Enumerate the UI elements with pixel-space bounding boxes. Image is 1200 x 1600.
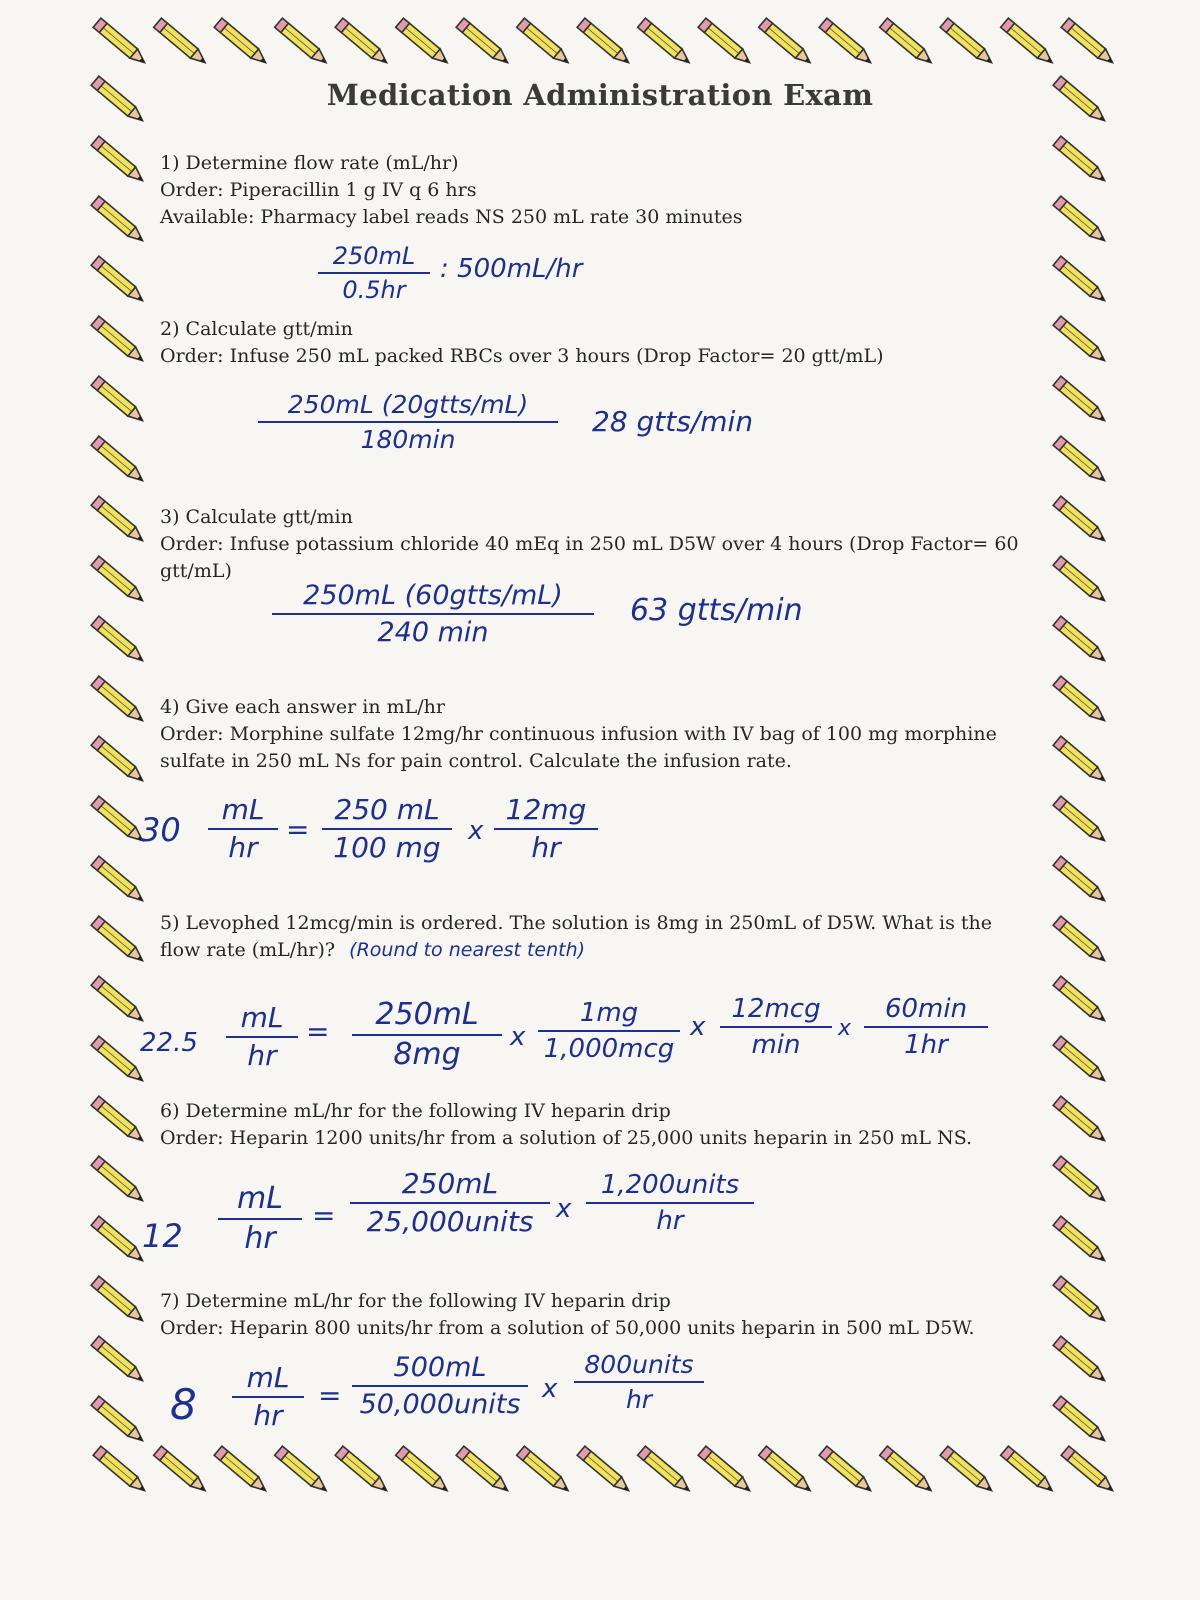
q7-times: x xyxy=(542,1374,558,1404)
fraction-denominator: hr xyxy=(244,1221,276,1256)
pencil-icon xyxy=(1053,256,1108,305)
question-7-line-2: Order: Heparin 800 units/hr from a solution of 50,000 units heparin in 500 mL D5W. xyxy=(160,1317,975,1339)
pencil-icon xyxy=(1053,376,1108,425)
q7-equals: = xyxy=(318,1379,342,1412)
q3-numerator: 250mL (60gtts/mL) xyxy=(303,580,563,611)
pencil-icon xyxy=(1053,916,1108,965)
fraction-denominator: hr xyxy=(253,1399,283,1432)
q5-fraction-5 xyxy=(864,996,988,1058)
pencil-icon xyxy=(1053,856,1108,905)
question-5-line-2 xyxy=(160,937,1040,964)
fraction-numerator: 12mg xyxy=(505,793,587,826)
fraction-numerator: 250 mL xyxy=(334,793,440,826)
question-4-line-3: sulfate in 250 mL Ns for pain control. Calculate the infusion rate. xyxy=(160,750,792,772)
fraction-bar xyxy=(218,1218,302,1220)
q2-answer: 28 gtts/min xyxy=(592,405,754,438)
q6-answer: 12 xyxy=(142,1217,183,1255)
pencil-icon xyxy=(396,1446,451,1495)
question-1-line-1: 1) Determine flow rate (mL/hr) xyxy=(160,152,459,174)
fraction-numerator: 250mL xyxy=(401,1167,499,1200)
question-6-line-1: 6) Determine mL/hr for the following IV heparin drip xyxy=(160,1100,671,1122)
q5-fraction-1 xyxy=(226,1001,298,1072)
q4-fraction-2 xyxy=(322,793,452,864)
pencil-icon xyxy=(91,316,146,365)
question-4-line-2: Order: Morphine sulfate 12mg/hr continuous infusion with IV bag of 100 mg morphine xyxy=(160,723,997,745)
q4-fraction-3 xyxy=(494,793,598,864)
pencil-icon xyxy=(759,1446,814,1495)
pencil-icon xyxy=(91,676,146,725)
pencil-icon xyxy=(1053,1156,1108,1205)
q4-answer: 30 xyxy=(140,811,181,849)
pencil-icon xyxy=(93,18,148,67)
fraction-bar xyxy=(574,1381,704,1383)
fraction-denominator: hr xyxy=(228,831,258,864)
fraction-numerator: 60min xyxy=(884,994,968,1024)
q3-fraction xyxy=(272,582,594,646)
q5-equals: = xyxy=(306,1015,330,1048)
fraction-numerator: mL xyxy=(240,1001,284,1034)
q1-answer: : 500mL/hr xyxy=(440,254,583,284)
question-1 xyxy=(160,150,1040,231)
question-7-line-1: 7) Determine mL/hr for the following IV heparin drip xyxy=(160,1290,671,1312)
q6-equals: = xyxy=(312,1199,336,1232)
pencil-icon xyxy=(1053,1096,1108,1145)
pencil-icon xyxy=(91,1396,146,1445)
fraction-denominator: hr xyxy=(247,1039,277,1072)
fraction-bar xyxy=(864,1026,988,1028)
question-5-line-2-text: flow rate (mL/hr)? xyxy=(160,939,336,961)
fraction-bar xyxy=(272,613,594,615)
pencil-icon xyxy=(91,136,146,185)
question-2-line-2: Order: Infuse 250 mL packed RBCs over 3 hours (Drop Factor= 20 gtt/mL) xyxy=(160,345,884,367)
pencil-icon xyxy=(819,1446,874,1495)
fraction-bar xyxy=(586,1202,754,1204)
pencil-icon xyxy=(275,1446,330,1495)
fraction-bar xyxy=(208,828,278,830)
question-6-line-2: Order: Heparin 1200 units/hr from a solution of 25,000 units heparin in 250 mL NS. xyxy=(160,1127,973,1149)
q5-times-1: x xyxy=(510,1022,526,1052)
pencil-icon xyxy=(1053,136,1108,185)
q5-fraction-4 xyxy=(720,996,832,1058)
pencil-icon xyxy=(154,18,209,67)
pencil-icon xyxy=(91,796,146,845)
pencil-icon xyxy=(214,1446,269,1495)
fraction-numerator: 500mL xyxy=(393,1352,487,1383)
pencil-icon xyxy=(940,18,995,67)
question-3 xyxy=(160,504,1040,585)
question-3-line-3: gtt/mL) xyxy=(160,560,232,582)
q4-times: x xyxy=(468,816,484,846)
pencil-icon xyxy=(1061,18,1116,67)
pencil-icon xyxy=(214,18,269,67)
pencil-icon xyxy=(517,1446,572,1495)
fraction-denominator: hr xyxy=(625,1385,653,1414)
question-4-line-1: 4) Give each answer in mL/hr xyxy=(160,696,445,718)
q7-fraction-3 xyxy=(574,1352,704,1412)
question-1-line-3: Available: Pharmacy label reads NS 250 mL rate 30 minutes xyxy=(160,206,743,228)
q2-denominator: 180min xyxy=(360,425,456,454)
fraction-bar xyxy=(232,1396,304,1398)
q3-denominator: 240 min xyxy=(377,617,489,648)
fraction-bar xyxy=(494,828,598,830)
q5-answer: 22.5 xyxy=(140,1028,198,1058)
pencil-icon xyxy=(91,916,146,965)
fraction-denominator: hr xyxy=(656,1206,684,1236)
q7-fraction-1 xyxy=(232,1361,304,1432)
pencil-icon xyxy=(275,18,330,67)
pencil-icon xyxy=(1053,676,1108,725)
q7-fraction-2 xyxy=(352,1354,528,1418)
pencil-icon xyxy=(91,736,146,785)
pencil-icon xyxy=(456,1446,511,1495)
fraction-numerator: mL xyxy=(221,793,265,826)
question-3-line-2: Order: Infuse potassium chloride 40 mEq in 250 mL D5W over 4 hours (Drop Factor= 60 xyxy=(160,533,1019,555)
fraction-denominator: 1,000mcg xyxy=(543,1034,675,1064)
pencil-icon xyxy=(940,1446,995,1495)
q5-times-2: x xyxy=(690,1012,706,1042)
q2-numerator: 250mL (20gtts/mL) xyxy=(287,390,529,419)
fraction-bar xyxy=(350,1202,550,1204)
fraction-numerator: mL xyxy=(237,1181,283,1216)
pencil-icon xyxy=(1061,1446,1116,1495)
question-5-line-1: 5) Levophed 12mcg/min is ordered. The solution is 8mg in 250mL of D5W. What is the xyxy=(160,912,993,934)
pencil-icon xyxy=(91,1276,146,1325)
q5-times-3: x xyxy=(838,1016,852,1041)
q3-answer: 63 gtts/min xyxy=(630,593,803,628)
q5-fraction-2 xyxy=(352,997,502,1072)
pencil-icon xyxy=(880,18,935,67)
pencil-icon xyxy=(91,196,146,245)
page-title: Medication Administration Exam xyxy=(326,78,874,112)
q6-fraction-3 xyxy=(586,1172,754,1234)
pencil-icon xyxy=(335,18,390,67)
question-6 xyxy=(160,1098,1040,1152)
pencil-icon xyxy=(577,1446,632,1495)
pencil-icon xyxy=(1053,196,1108,245)
pencil-icon xyxy=(1053,736,1108,785)
pencil-icon xyxy=(91,376,146,425)
pencil-icon xyxy=(1053,616,1108,665)
pencil-icon xyxy=(759,18,814,67)
q4-equals: = xyxy=(286,813,310,846)
fraction-bar xyxy=(318,272,430,274)
question-5 xyxy=(160,910,1040,964)
q6-times: x xyxy=(556,1194,572,1224)
pencil-icon xyxy=(91,1036,146,1085)
fraction-bar xyxy=(352,1385,528,1387)
q2-fraction xyxy=(258,392,558,452)
pencil-icon xyxy=(335,1446,390,1495)
fraction-denominator: 8mg xyxy=(393,1037,461,1072)
q4-fraction-1 xyxy=(208,793,278,864)
pencil-icon xyxy=(93,1446,148,1495)
fraction-numerator: 250mL xyxy=(375,997,479,1032)
pencil-icon xyxy=(1053,1036,1108,1085)
pencil-icon xyxy=(577,18,632,67)
fraction-bar xyxy=(720,1026,832,1028)
q1-denominator: 0.5hr xyxy=(342,276,406,304)
pencil-icon xyxy=(91,1336,146,1385)
pencil-icon xyxy=(1053,1276,1108,1325)
pencil-icon xyxy=(91,436,146,485)
pencil-icon xyxy=(638,18,693,67)
fraction-denominator: 25,000units xyxy=(366,1205,534,1238)
pencil-icon xyxy=(698,18,753,67)
q6-fraction-2 xyxy=(350,1167,550,1238)
pencil-icon xyxy=(1053,556,1108,605)
pencil-icon xyxy=(91,856,146,905)
fraction-denominator: hr xyxy=(531,831,561,864)
pencil-icon xyxy=(91,556,146,605)
pencil-icon xyxy=(1053,316,1108,365)
pencil-icon xyxy=(819,18,874,67)
pencil-icon xyxy=(1053,796,1108,845)
pencil-icon xyxy=(1053,1216,1108,1265)
fraction-bar xyxy=(258,421,558,423)
question-3-line-1: 3) Calculate gtt/min xyxy=(160,506,353,528)
fraction-bar xyxy=(538,1030,680,1032)
pencil-icon xyxy=(91,256,146,305)
pencil-icon xyxy=(638,1446,693,1495)
question-2 xyxy=(160,316,1040,370)
pencil-icon xyxy=(154,1446,209,1495)
fraction-bar xyxy=(226,1036,298,1038)
pencil-icon xyxy=(1001,1446,1056,1495)
pencil-icon xyxy=(91,1156,146,1205)
pencil-icon xyxy=(1001,18,1056,67)
question-7 xyxy=(160,1288,1040,1342)
question-2-line-1: 2) Calculate gtt/min xyxy=(160,318,353,340)
pencil-icon xyxy=(91,496,146,545)
pencil-icon xyxy=(91,1216,146,1265)
fraction-denominator: 100 mg xyxy=(333,831,441,864)
fraction-denominator: min xyxy=(751,1030,801,1060)
fraction-denominator: 50,000units xyxy=(359,1389,521,1420)
fraction-numerator: 12mcg xyxy=(731,994,821,1024)
fraction-numerator: 800units xyxy=(584,1350,694,1379)
question-4 xyxy=(160,694,1040,775)
question-1-line-2: Order: Piperacillin 1 g IV q 6 hrs xyxy=(160,179,477,201)
pencil-icon xyxy=(91,616,146,665)
pencil-icon xyxy=(880,1446,935,1495)
fraction-numerator: mL xyxy=(246,1361,290,1394)
q5-fraction-3 xyxy=(538,1000,680,1062)
fraction-denominator: 1hr xyxy=(904,1030,948,1060)
pencil-icon xyxy=(1053,1336,1108,1385)
q1-numerator: 250mL xyxy=(332,242,416,270)
pencil-icon xyxy=(91,1096,146,1145)
fraction-numerator: 1,200units xyxy=(600,1170,740,1200)
q6-fraction-1 xyxy=(218,1181,302,1256)
q7-answer: 8 xyxy=(170,1380,197,1429)
pencil-icon xyxy=(1053,496,1108,545)
pencil-icon xyxy=(396,18,451,67)
fraction-bar xyxy=(322,828,452,830)
pencil-icon xyxy=(456,18,511,67)
q1-fraction xyxy=(318,244,430,302)
pencil-icon xyxy=(1053,976,1108,1025)
pencil-icon xyxy=(698,1446,753,1495)
pencil-icon xyxy=(517,18,572,67)
fraction-numerator: 1mg xyxy=(579,998,639,1028)
pencil-icon xyxy=(1053,1396,1108,1445)
pencil-icon xyxy=(1053,436,1108,485)
q5-rounding-note: (Round to nearest tenth) xyxy=(349,939,586,961)
pencil-icon xyxy=(91,976,146,1025)
fraction-bar xyxy=(352,1034,502,1036)
